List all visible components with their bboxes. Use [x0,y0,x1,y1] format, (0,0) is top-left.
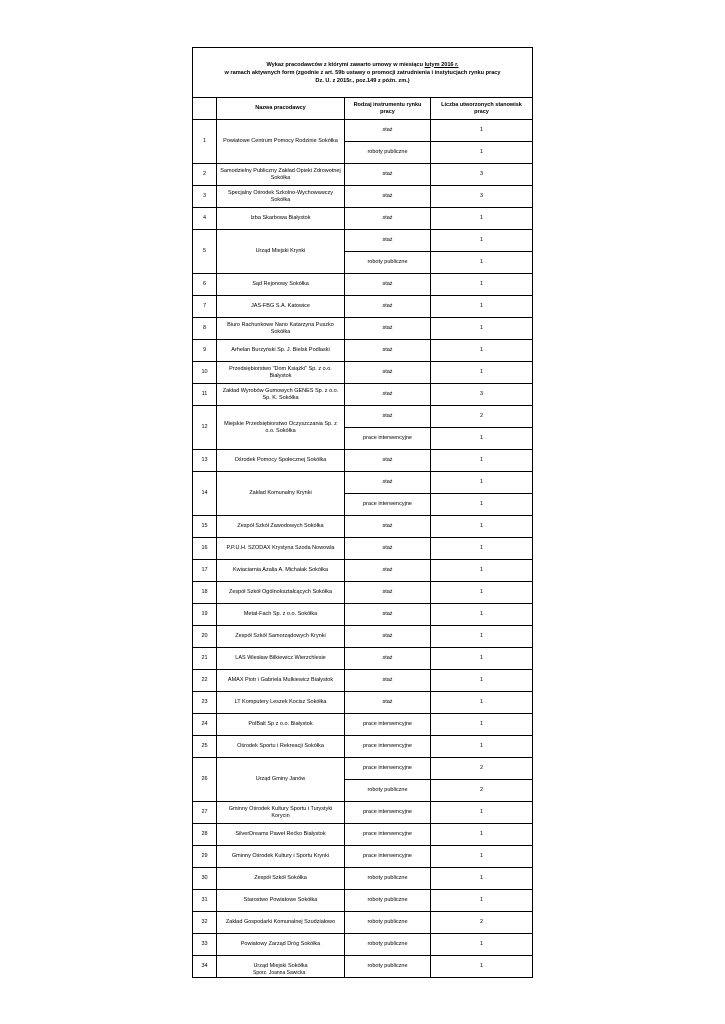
positions-count: 1 [431,428,533,450]
row-number: 24 [193,714,217,736]
row-number: 8 [193,318,217,340]
employer-name: Przedsiębiorstwo "Dom Książki" Sp. z o.o. Białystok [217,362,345,384]
row-number: 13 [193,450,217,472]
row-number: 26 [193,758,217,802]
instrument-type: staż [345,604,431,626]
positions-count: 1 [431,230,533,252]
instrument-type: staż [345,472,431,494]
instrument-type: staż [345,274,431,296]
instrument-type: staż [345,670,431,692]
instrument-type: staż [345,340,431,362]
table-header-row [193,98,533,120]
instrument-type: staż [345,318,431,340]
positions-count: 1 [431,934,533,956]
employer-name: Ośrodek Sportu i Rekreacji Sokółka [217,736,345,758]
table-row [193,164,533,186]
row-number: 25 [193,736,217,758]
table-row [193,120,533,142]
positions-count: 2 [431,406,533,428]
positions-count: 1 [431,494,533,516]
employer-name: P.P.U.H. SZODAX Krystyna Szoda Nowowla [217,538,345,560]
instrument-type: staż [345,692,431,714]
positions-count: 1 [431,846,533,868]
table-row [193,450,533,472]
employer-name: Zakład Komunalny Krynki [217,472,345,516]
positions-count: 2 [431,780,533,802]
table-row [193,340,533,362]
row-number: 4 [193,208,217,230]
positions-count: 1 [431,120,533,142]
employer-name: Zakład Gospodarki Komunalnej Szudziałowo [217,912,345,934]
employer-name: PolBalt Sp z o.o. Białystok [217,714,345,736]
row-number: 27 [193,802,217,824]
row-number: 33 [193,934,217,956]
instrument-type: prace interwencyjne [345,802,431,824]
positions-count: 1 [431,142,533,164]
positions-count: 1 [431,362,533,384]
instrument-type: prace interwencyjne [345,846,431,868]
employer-name: Miejskie Przedsiębiorstwo Oczyszczania Sp. z o.o. Sokółka [217,406,345,450]
title-month: lutym 2016 r. [424,61,459,68]
table-row [193,406,533,428]
instrument-type: prace interwencyjne [345,714,431,736]
table-row [193,758,533,780]
row-number: 21 [193,648,217,670]
instrument-type: staż [345,230,431,252]
row-number: 7 [193,296,217,318]
prepared-by-note: Sporz. Joanna Sawicka [253,970,306,976]
positions-count: 1 [431,670,533,692]
instrument-type: staż [345,648,431,670]
employer-name: Urząd Miejski Krynki [217,230,345,274]
row-number: 19 [193,604,217,626]
employer-name: Samodzielny Publiczny Zakład Opieki Zdrowotnej Sokółka [217,164,345,186]
instrument-type: staż [345,164,431,186]
instrument-type: roboty publiczne [345,868,431,890]
table-row [193,692,533,714]
table-row [193,274,533,296]
table-row [193,626,533,648]
positions-count: 1 [431,472,533,494]
positions-count: 1 [431,714,533,736]
header-instrument: Rodzaj instrumentu rynku pracy [345,98,431,120]
positions-count: 1 [431,318,533,340]
employer-name: JAS-FBG S.A. Katowice [217,296,345,318]
positions-count: 1 [431,956,533,978]
table-row [193,802,533,824]
row-number: 6 [193,274,217,296]
employer-name: Kwiaciarnia Azalia A. Michalak Sokółka [217,560,345,582]
positions-count: 1 [431,450,533,472]
instrument-type: prace interwencyjne [345,428,431,450]
row-number: 11 [193,384,217,406]
positions-count: 1 [431,538,533,560]
row-number: 28 [193,824,217,846]
header-number [193,98,217,120]
employer-name: Gminny Ośrodek Kultury i Sportu Krynki [217,846,345,868]
employer-name: Specjalny Ośrodek Szkolno-Wychowawczy Sokółka [217,186,345,208]
table-row [193,582,533,604]
row-number: 9 [193,340,217,362]
row-number: 14 [193,472,217,516]
table-row [193,670,533,692]
instrument-type: roboty publiczne [345,912,431,934]
instrument-type: staż [345,208,431,230]
row-number: 29 [193,846,217,868]
instrument-type: roboty publiczne [345,780,431,802]
instrument-type: roboty publiczne [345,934,431,956]
instrument-type: staż [345,120,431,142]
table-row [193,934,533,956]
table-row [193,890,533,912]
employer-name: Gminny Ośrodek Kultury Sportu i Turystyki Korycin [217,802,345,824]
employer-name: Zespół Szkół Sokółka [217,868,345,890]
row-number: 34 [193,956,217,978]
header-employer-name: Nazwa pracodawcy [217,98,345,120]
instrument-type: staż [345,384,431,406]
table-row [193,296,533,318]
positions-count: 1 [431,802,533,824]
instrument-type: staż [345,296,431,318]
table-row [193,868,533,890]
row-number: 31 [193,890,217,912]
header-count: Liczba utworzonych stanowisk pracy [431,98,533,120]
row-number: 12 [193,406,217,450]
positions-count: 1 [431,824,533,846]
positions-count: 3 [431,186,533,208]
table-row [193,604,533,626]
positions-count: 2 [431,758,533,780]
employer-name: LT Komputery Leszek Kocisz Sokółka [217,692,345,714]
employer-name: Biuro Rachunkowe Nano Katarzyna Puszko Sokółka [217,318,345,340]
instrument-type: prace interwencyjne [345,736,431,758]
table-row [193,824,533,846]
positions-count: 1 [431,736,533,758]
table-row [193,208,533,230]
positions-count: 2 [431,912,533,934]
instrument-type: staż [345,516,431,538]
row-number: 15 [193,516,217,538]
employer-name: Zakład Wyrobów Gumowych GENES Sp. z o.o. Sp. K. Sokółka [217,384,345,406]
positions-count: 1 [431,626,533,648]
table-row [193,186,533,208]
table-row [193,362,533,384]
employer-name: Metal-Fach Sp. z o.o. Sokółka [217,604,345,626]
positions-count: 1 [431,560,533,582]
instrument-type: staż [345,450,431,472]
positions-count: 1 [431,868,533,890]
employer-name: Powiatowe Centrum Pomocy Rodzinie Sokółka [217,120,345,164]
employer-name: SilverDreams Paweł Rećko Białystok [217,824,345,846]
row-number: 17 [193,560,217,582]
title-line1-prefix: Wykaz pracodawców z którymi zawarto umowy w miesiącu [266,61,425,68]
table-row [193,956,533,978]
instrument-type: roboty publiczne [345,252,431,274]
table-row [193,736,533,758]
employers-table [192,47,533,978]
title-line2: w ramach aktywnych form (zgodnie z art. 59b ustawy o promocji zatrudnienia i instytucjach rynku pracy [224,69,501,76]
positions-count: 1 [431,340,533,362]
instrument-type: staż [345,186,431,208]
employer-name: Arhelan Burzyński Sp. J. Bielsk Podlaski [217,340,345,362]
positions-count: 1 [431,274,533,296]
instrument-type: staż [345,406,431,428]
positions-count: 1 [431,604,533,626]
table-row [193,318,533,340]
table-row [193,538,533,560]
row-number: 22 [193,670,217,692]
row-number: 3 [193,186,217,208]
instrument-type: prace interwencyjne [345,494,431,516]
table-row [193,516,533,538]
instrument-type: prace interwencyjne [345,758,431,780]
instrument-type: staż [345,626,431,648]
title-line3: Dz. U. z 2015r., poz.149 z późn. zm.) [315,77,410,84]
row-number: 16 [193,538,217,560]
employer-name: Sąd Rejonowy Sokółka [217,274,345,296]
instrument-type: staż [345,538,431,560]
employer-name: Zespół Szkół Ogólnokształcących Sokółka [217,582,345,604]
employer-name: Urząd Gminy Janów [217,758,345,802]
employer-name: Zespół Szkół Samorządowych Krynki [217,626,345,648]
positions-count: 1 [431,516,533,538]
positions-count: 1 [431,648,533,670]
instrument-type: staż [345,582,431,604]
instrument-type: staż [345,560,431,582]
table-row [193,230,533,252]
positions-count: 1 [431,582,533,604]
employer-name: Ośrodek Pomocy Społecznej Sokółka [217,450,345,472]
employer-name: Zespół Szkół Zawodowych Sokółka [217,516,345,538]
document-title [193,48,533,98]
instrument-type: roboty publiczne [345,890,431,912]
table-row [193,384,533,406]
employer-name: Urząd Miejski Sokółka [217,956,345,978]
instrument-type: staż [345,362,431,384]
employer-name: LAS Wiesław Bilkiewicz Wierzchlesie [217,648,345,670]
row-number: 32 [193,912,217,934]
table-row [193,648,533,670]
row-number: 2 [193,164,217,186]
instrument-type: prace interwencyjne [345,824,431,846]
row-number: 1 [193,120,217,164]
positions-count: 3 [431,164,533,186]
employer-name: Powiatowy Zarząd Dróg Sokółka [217,934,345,956]
instrument-type: roboty publiczne [345,956,431,978]
table-row [193,472,533,494]
positions-count: 3 [431,384,533,406]
employer-name: AMAX Piotr i Gabriela Mulkiewicz Białystok [217,670,345,692]
employer-name: Izba Skarbowa Białystok [217,208,345,230]
positions-count: 1 [431,692,533,714]
row-number: 18 [193,582,217,604]
row-number: 30 [193,868,217,890]
table-row [193,714,533,736]
table-row [193,560,533,582]
row-number: 10 [193,362,217,384]
row-number: 20 [193,626,217,648]
employer-name: Starostwo Powiatowe Sokółka [217,890,345,912]
positions-count: 1 [431,208,533,230]
positions-count: 1 [431,890,533,912]
row-number: 5 [193,230,217,274]
table-row [193,912,533,934]
instrument-type: roboty publiczne [345,142,431,164]
positions-count: 1 [431,252,533,274]
row-number: 23 [193,692,217,714]
positions-count: 1 [431,296,533,318]
table-row [193,846,533,868]
